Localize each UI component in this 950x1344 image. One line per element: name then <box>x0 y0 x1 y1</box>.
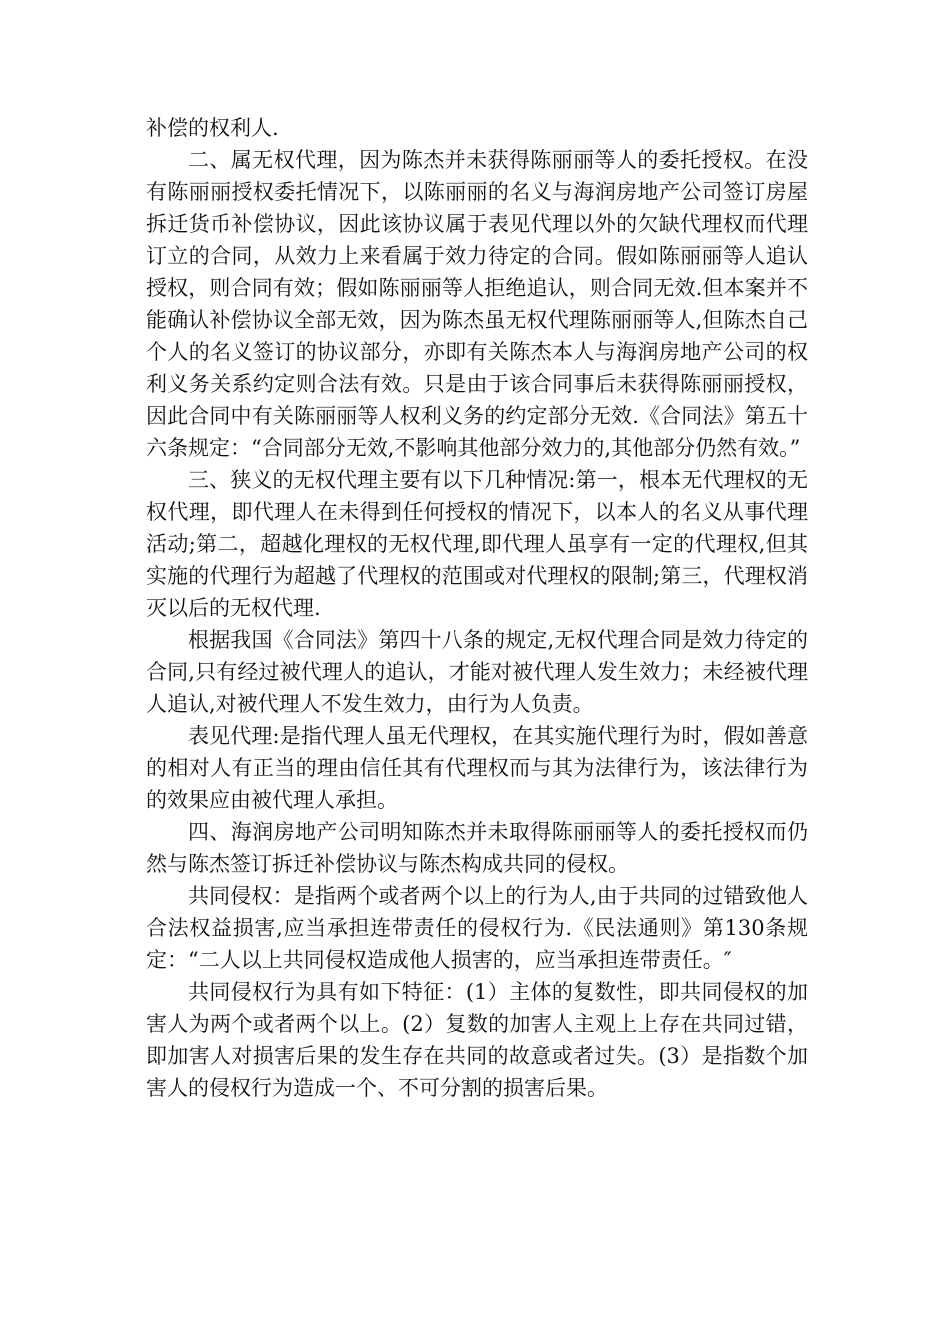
paragraph-8: 共同侵权行为具有如下特征：(1）主体的复数性，即共同侵权的加害人为两个或者两个以上。(2）复数的加害人主观上上存在共同过错，即加害人对损害后果的发生存在共同的故意或者过失。(3）是指数个加害人的侵权行为造成一个、不可分割的损害后果。 <box>146 980 808 1100</box>
paragraph-4: 根据我国《合同法》第四十八条的规定,无权代理合同是效力待定的合同,只有经过被代理人的追认，才能对被代理人发生效力；未经被代理人追认,对被代理人不发生效力，由行为人负责。 <box>146 628 808 716</box>
paragraph-5: 表见代理:是指代理人虽无代理权，在其实施代理行为时，假如善意的相对人有正当的理由信任其有代理权而与其为法律行为，该法律行为的效果应由被代理人承担。 <box>146 724 808 812</box>
paragraph-6: 四、海润房地产公司明知陈杰并未取得陈丽丽等人的委托授权而仍然与陈杰签订拆迁补偿协议与陈杰构成共同的侵权。 <box>146 820 808 876</box>
paragraph-3: 三、狭义的无权代理主要有以下几种情况:第一，根本无代理权的无权代理，即代理人在未得到任何授权的情况下，以本人的名义从事代理活动;第二，超越化理权的无权代理,即代理人虽享有一定的代理权,但其实施的代理行为超越了代理权的范围或对代理权的限制;第三，代理权消灭以后的无权代理. <box>146 468 808 620</box>
paragraph-2: 二、属无权代理，因为陈杰并未获得陈丽丽等人的委托授权。在没有陈丽丽授权委托情况下，以陈丽丽的名义与海润房地产公司签订房屋拆迁货币补偿协议，因此该协议属于表见代理以外的欠缺代理权而代理订立的合同，从效力上来看属于效力待定的合同。假如陈丽丽等人追认授权，则合同有效；假如陈丽丽等人拒绝追认，则合同无效.但本案并不能确认补偿协议全部无效，因为陈杰虽无权代理陈丽丽等人,但陈杰自己个人的名义签订的协议部分，亦即有关陈杰本人与海润房地产公司的权利义务关系约定则合法有效。只是由于该合同事后未获得陈丽丽授权，因此合同中有关陈丽丽等人权利义务的约定部分无效.《合同法》第五十六条规定：“合同部分无效,不影响其他部分效力的,其他部分仍然有效。” <box>146 148 808 460</box>
paragraph-7: 共同侵权：是指两个或者两个以上的行为人,由于共同的过错致他人合法权益损害,应当承担连带责任的侵权行为.《民法通则》第130条规定：“二人以上共同侵权造成他人损害的，应当承担连带责任。″ <box>146 884 808 972</box>
paragraph-1: 补偿的权利人. <box>146 116 279 140</box>
document-body <box>146 112 808 1104</box>
